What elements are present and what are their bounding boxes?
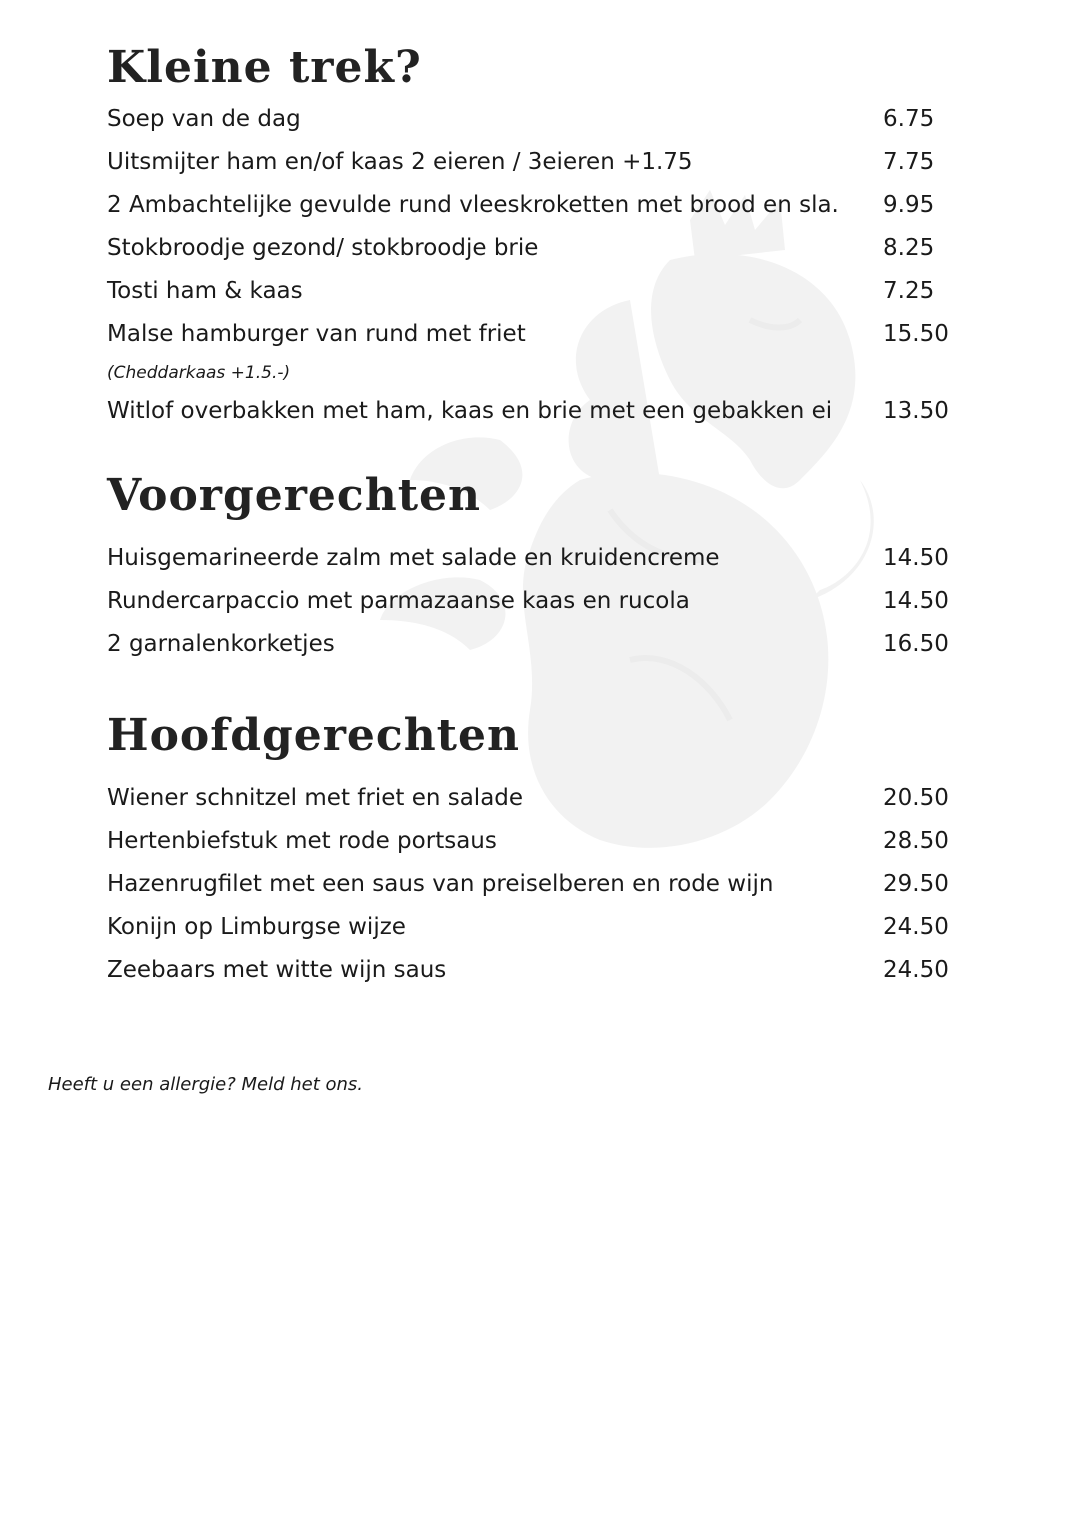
menu-item <box>107 588 957 618</box>
menu-item <box>107 321 957 351</box>
allergy-notice: Heeft u een allergie? Meld het ons. <box>48 1074 364 1095</box>
menu-item <box>107 106 957 136</box>
menu-item-name: Soep van de dag <box>107 106 301 132</box>
menu-item-price: 24.50 <box>883 914 949 940</box>
menu-item <box>107 398 957 428</box>
menu-item-name: 2 garnalenkorketjes <box>107 631 335 657</box>
menu-item-price: 20.50 <box>883 785 949 811</box>
menu-item-name: Malse hamburger van rund met friet <box>107 321 526 347</box>
menu-item-price: 9.95 <box>883 192 935 218</box>
menu-item-name: Huisgemarineerde zalm met salade en kruidencreme <box>107 545 720 571</box>
section-title-hoofdgerechten: Hoofdgerechten <box>107 710 520 761</box>
menu-item-name: Uitsmijter ham en/of kaas 2 eieren / 3eieren +1.75 <box>107 149 693 175</box>
menu-item <box>107 149 957 179</box>
section-title-kleine-trek: Kleine trek? <box>107 42 422 93</box>
menu-item-name: Witlof overbakken met ham, kaas en brie met een gebakken ei <box>107 398 833 424</box>
menu-item <box>107 278 957 308</box>
menu-item <box>107 545 957 575</box>
menu-item-price: 16.50 <box>883 631 949 657</box>
menu-item <box>107 957 957 987</box>
menu-item <box>107 235 957 265</box>
menu-item-price: 28.50 <box>883 828 949 854</box>
menu-item-price: 13.50 <box>883 398 949 424</box>
menu-item <box>107 871 957 901</box>
menu-item-price: 8.25 <box>883 235 935 261</box>
menu-item <box>107 192 957 222</box>
menu-item-name: Hertenbiefstuk met rode portsaus <box>107 828 497 854</box>
menu-item-name: Rundercarpaccio met parmazaanse kaas en rucola <box>107 588 690 614</box>
menu-item <box>107 914 957 944</box>
menu-item-price: 7.25 <box>883 278 935 304</box>
menu-item-note: (Cheddarkaas +1.5.-) <box>107 363 291 383</box>
menu-item-price: 6.75 <box>883 106 935 132</box>
menu-item <box>107 631 957 661</box>
menu-item-price: 15.50 <box>883 321 949 347</box>
menu-item-name: Wiener schnitzel met friet en salade <box>107 785 524 811</box>
menu-item-price: 24.50 <box>883 957 949 983</box>
menu-item-price: 7.75 <box>883 149 935 175</box>
menu-item-price: 29.50 <box>883 871 949 897</box>
menu-item <box>107 785 957 815</box>
menu-item-name: Hazenrugfilet met een saus van preiselberen en rode wijn <box>107 871 774 897</box>
menu-item-name: Zeebaars met witte wijn saus <box>107 957 447 983</box>
menu-item-name: 2 Ambachtelijke gevulde rund vleeskroketten met brood en sla. <box>107 192 839 218</box>
menu-item-name: Tosti ham & kaas <box>107 278 303 304</box>
menu-item-name: Konijn op Limburgse wijze <box>107 914 406 940</box>
menu-item-price: 14.50 <box>883 588 949 614</box>
menu-item <box>107 828 957 858</box>
menu-item-name: Stokbroodje gezond/ stokbroodje brie <box>107 235 539 261</box>
menu-item-price: 14.50 <box>883 545 949 571</box>
section-title-voorgerechten: Voorgerechten <box>107 470 482 521</box>
